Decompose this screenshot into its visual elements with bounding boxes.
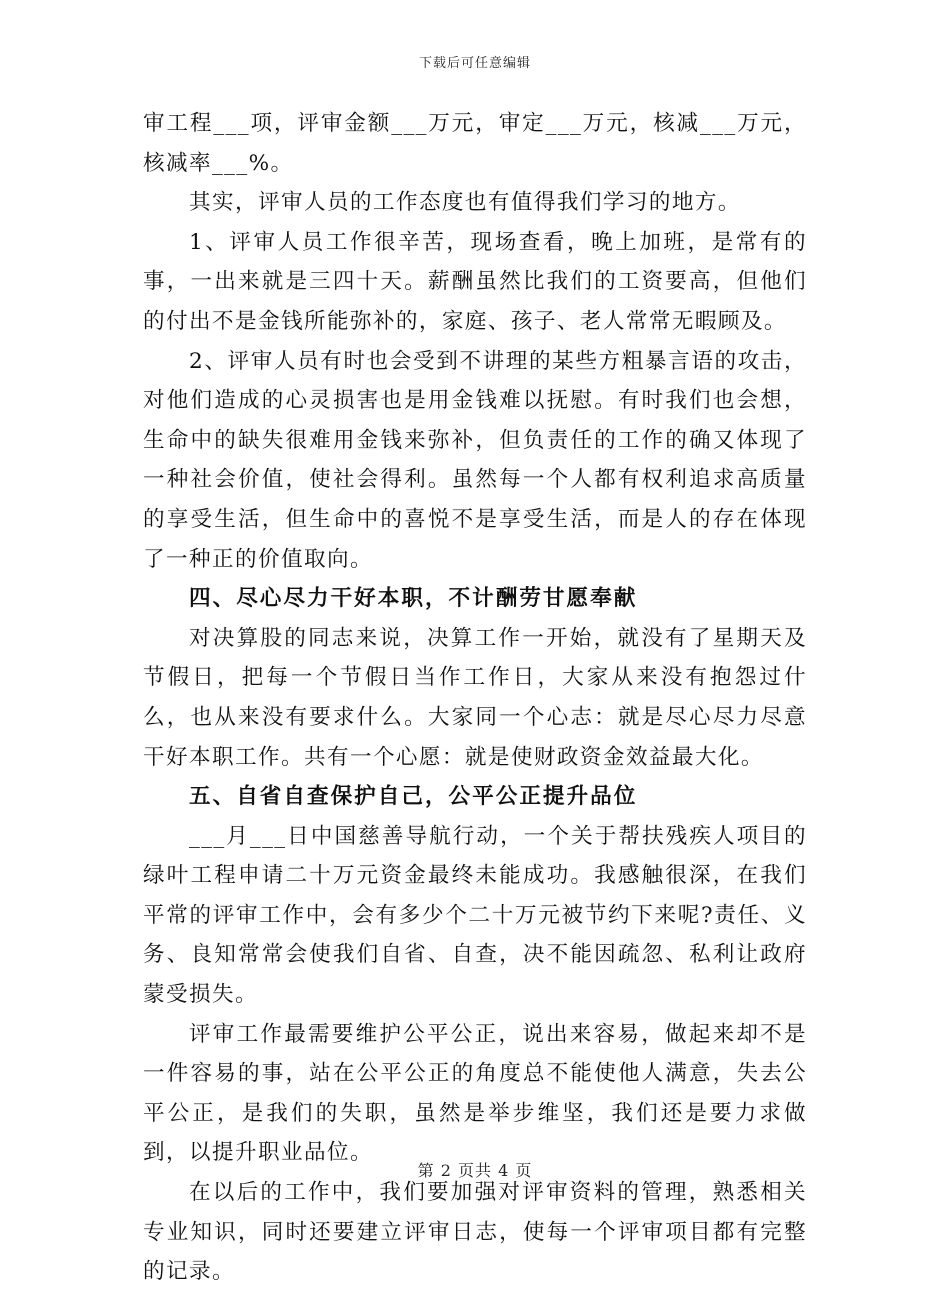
section-heading-4: 四、尽心尽力干好本职，不计酬劳甘愿奉献	[189, 586, 638, 612]
paragraph-review-stats: 审工程___项，评审金额___万元，审定___万元，核减___万元，核减率___%。	[143, 111, 807, 176]
paragraph-point-2: 2、评审人员有时也会受到不讲理的某些方粗暴言语的攻击，对他们造成的心灵损害也是用金钱难以抚慰。有时我们也会想，生命中的缺失很难用金钱来弥补，但负责任的工作的确又体现了一种社会价值，使社会得利。虽然每一个人都有权利追求高质量的享受生活，但生命中的喜悦不是享受生活，而是人的存在体现了一种正的价值取向。	[143, 348, 807, 572]
document-body	[143, 104, 807, 1292]
paragraph-section-4: 对决算股的同志来说，决算工作一开始，就没有了星期天及节假日，把每一个节假日当作工作日，大家从来没有抱怨过什么，也从来没有要求什么。大家同一个心志：就是尽心尽力尽意干好本职工作。共有一个心愿：就是使财政资金效益最大化。	[143, 625, 807, 770]
paragraph-section-5-a: ___月___日中国慈善导航行动，一个关于帮扶残疾人项目的绿叶工程申请二十万元资金最终未能成功。我感触很深，在我们平常的评审工作中，会有多少个二十万元被节约下来呢?责任、义务、良知常常会使我们自省、自查，决不能因疏忽、私利让政府蒙受损失。	[143, 823, 807, 1008]
paragraph-attitude-intro: 其实，评审人员的工作态度也有值得我们学习的地方。	[189, 190, 741, 216]
paragraph-section-5-b: 评审工作最需要维护公平公正，说出来容易，做起来却不是一件容易的事，站在公平公正的角度总不能使他人满意，失去公平公正，是我们的失职，虽然是举步维坚，我们还是要力求做到，以提升职业品位。	[143, 1021, 807, 1166]
section-heading-5: 五、自省自查保护自己，公平公正提升品位	[189, 784, 638, 810]
paragraph-point-1: 1、评审人员工作很辛苦，现场查看，晚上加班，是常有的事，一出来就是三四十天。薪酬虽然比我们的工资要高，但他们的付出不是金钱所能弥补的，家庭、孩子、老人常常无暇顾及。	[143, 229, 807, 334]
paragraph-section-5-c: 在以后的工作中，我们要加强对评审资料的管理，熟悉相关专业知识，同时还要建立评审日志，使每一个评审项目都有完整的记录。	[143, 1180, 807, 1285]
page-header: 下载后可任意编辑	[418, 56, 531, 71]
page-footer: 第 2 页共 4 页	[417, 1161, 533, 1180]
